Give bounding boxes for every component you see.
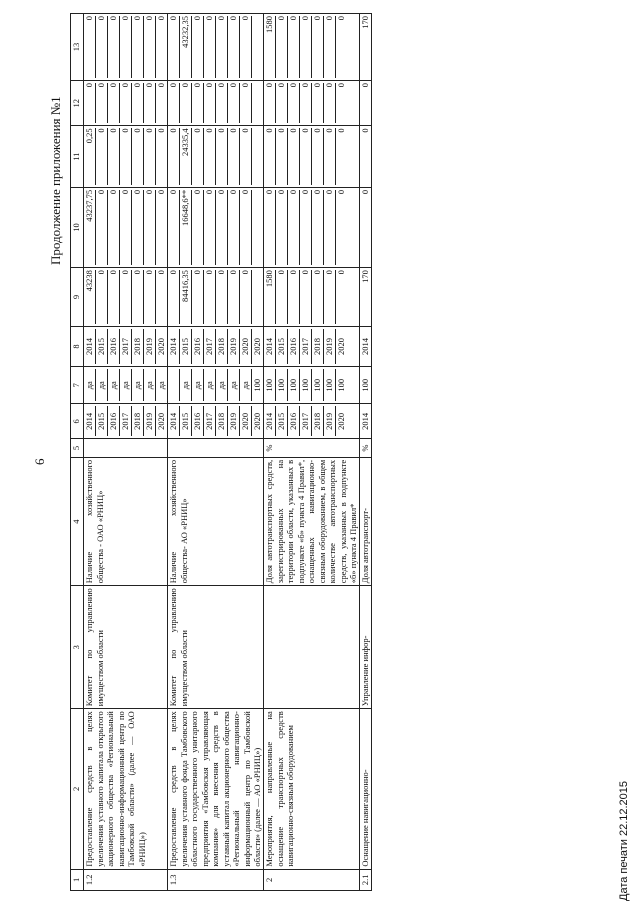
other-funding: 0 (240, 16, 252, 78)
total-funding: 0 (144, 270, 156, 324)
local-funding: 0 (96, 83, 108, 123)
regional-funding: 0 (168, 128, 180, 184)
indicator-value: да (156, 381, 166, 390)
indicator-value: да (204, 369, 216, 401)
col-number: 8 (71, 326, 84, 366)
other-funding (252, 16, 263, 78)
federal-funding: 0 (288, 190, 300, 265)
federal-funding: 0 (120, 190, 132, 265)
indicator-value: да (192, 369, 204, 401)
table-row (84, 14, 168, 891)
executor (264, 586, 360, 709)
row-number: 1.3 (168, 869, 264, 890)
total-funding: 0 (156, 270, 166, 275)
other-funding: 0 (96, 16, 108, 78)
regional-funding: 0 (336, 128, 346, 133)
total-funding: 0 (216, 270, 228, 324)
finance-year: 2015 (180, 329, 192, 364)
total-funding: 0 (108, 270, 120, 324)
regional-funding (252, 128, 263, 184)
table-row (168, 14, 264, 891)
total-funding: 0 (228, 270, 240, 324)
local-funding: 0 (264, 83, 276, 123)
indicator: Наличие хозяйственного общества - ОАО «РНИЦ» (84, 457, 168, 585)
indicator-year: 2018 (216, 406, 228, 436)
finance-year: 2019 (324, 329, 336, 364)
other-funding: 0 (84, 16, 96, 78)
regional-funding: 0 (359, 128, 370, 133)
table-row (264, 14, 360, 891)
local-funding (252, 83, 263, 123)
finance-year: 2015 (96, 329, 108, 364)
federal-funding: 0 (192, 190, 204, 265)
indicator-year: 2015 (96, 406, 108, 436)
other-funding: 43232,35 (180, 16, 192, 78)
indicator-value-cell (168, 367, 264, 404)
total-funding-cell (84, 268, 168, 327)
local-funding: 0 (156, 82, 166, 88)
finance-year: 2015 (276, 329, 288, 364)
unit (168, 439, 264, 458)
indicator-value: да (228, 369, 240, 401)
indicator-value: 100 (312, 369, 324, 401)
finance-year: 2020 (156, 337, 166, 355)
local-funding-cell (359, 80, 371, 125)
local-funding: 0 (324, 83, 336, 123)
indicator-value: 100 (324, 369, 336, 401)
indicator-year: 2016 (192, 406, 204, 436)
print-date: Дата печати 22.12.2015 (618, 780, 630, 901)
total-funding: 0 (204, 270, 216, 324)
total-funding: 0 (276, 270, 288, 324)
federal-funding: 0 (132, 190, 144, 265)
indicator-year: 2016 (108, 406, 120, 436)
other-funding: 0 (288, 16, 300, 78)
indicator-value: да (216, 369, 228, 401)
federal-funding: 0 (336, 189, 346, 195)
local-funding: 0 (192, 83, 204, 123)
other-funding: 0 (144, 16, 156, 78)
local-funding: 0 (359, 82, 370, 88)
other-funding: 0 (300, 16, 312, 78)
indicator-value-cell (84, 367, 168, 404)
indicator-value-cell (359, 367, 371, 404)
finance-year: 2018 (216, 329, 228, 364)
federal-funding: 0 (168, 190, 180, 265)
col-number: 7 (71, 367, 84, 404)
regional-funding-cell (84, 126, 168, 187)
column-number-row (71, 14, 84, 891)
indicator-year: 2017 (120, 406, 132, 436)
total-funding: 0 (288, 270, 300, 324)
finance-year: 2014 (359, 337, 370, 355)
local-funding: 0 (180, 83, 192, 123)
col-number: 3 (71, 586, 84, 709)
local-funding: 0 (240, 83, 252, 123)
finance-year: 2018 (312, 329, 324, 364)
federal-funding: 0 (312, 190, 324, 265)
indicator-value: 100 (252, 378, 262, 392)
finance-year-cell (359, 326, 371, 366)
indicator-year: 2020 (156, 412, 166, 430)
finance-year-cell (84, 326, 168, 366)
regional-funding: 24335,4 (180, 128, 192, 184)
indicator-year: 2019 (144, 406, 156, 436)
row-number: 2 (264, 869, 360, 890)
other-funding: 0 (120, 16, 132, 78)
indicator-value: да (108, 369, 120, 401)
other-funding: 0 (168, 16, 180, 78)
finance-year: 2016 (108, 329, 120, 364)
federal-funding: 0 (240, 190, 252, 265)
indicator: Доля автотранспорт- (359, 457, 371, 585)
federal-funding: 0 (108, 190, 120, 265)
regional-funding: 0,25 (84, 128, 96, 184)
other-funding: 0 (156, 16, 166, 21)
indicator-year: 2020 (252, 412, 262, 430)
finance-year: 2014 (168, 329, 180, 364)
indicator-value: 100 (288, 369, 300, 401)
total-funding: 1580 (264, 270, 276, 324)
finance-year: 2017 (204, 329, 216, 364)
other-funding: 0 (312, 16, 324, 78)
col-number: 5 (71, 439, 84, 458)
other-funding: 0 (192, 16, 204, 78)
finance-year: 2014 (264, 329, 276, 364)
indicator-year: 2017 (204, 406, 216, 436)
indicator-year: 2019 (228, 406, 240, 436)
regional-funding: 0 (288, 128, 300, 184)
indicator-year: 2016 (288, 406, 300, 436)
col-number: 6 (71, 404, 84, 439)
federal-funding-cell (84, 187, 168, 267)
regional-funding: 0 (240, 128, 252, 184)
indicator-year: 2020 (336, 412, 346, 430)
finance-year: 2017 (300, 329, 312, 364)
finance-year: 2020 (336, 337, 346, 355)
total-funding: 0 (96, 270, 108, 324)
federal-funding: 0 (300, 190, 312, 265)
total-funding-cell (264, 268, 360, 327)
col-number: 9 (71, 268, 84, 327)
local-funding: 0 (168, 83, 180, 123)
measure-name: Оснащение навигационно- (359, 709, 371, 869)
measure-name: Мероприятия, направленные на оснащение транспортных средств навигационно-связным оборудованием (264, 709, 360, 869)
other-funding-cell (264, 14, 360, 81)
other-funding: 0 (108, 16, 120, 78)
indicator-year: 2018 (312, 406, 324, 436)
indicator-value (168, 369, 180, 401)
total-funding: 84416,35 (180, 270, 192, 324)
indicator-value: да (84, 369, 96, 401)
col-number: 1 (71, 869, 84, 890)
finance-year: 2019 (228, 329, 240, 364)
other-funding: 170 (359, 16, 370, 29)
regional-funding: 0 (144, 128, 156, 184)
regional-funding: 0 (204, 128, 216, 184)
indicator-value-cell (264, 367, 360, 404)
finance-year: 2016 (192, 329, 204, 364)
row-number: 1.2 (84, 869, 168, 890)
indicator-value: да (240, 369, 252, 401)
col-number: 2 (71, 709, 84, 869)
executor: Комитет по управлению имуществом области (168, 586, 264, 709)
other-funding: 0 (336, 16, 346, 21)
local-funding: 0 (276, 83, 288, 123)
indicator: Наличие хозяйственного общества- АО «РНИЦ» (168, 457, 264, 585)
appendix-header: Продолжение приложения №1 (48, 96, 63, 265)
finance-year-cell (168, 326, 264, 366)
total-funding: 0 (120, 270, 132, 324)
total-funding: 0 (240, 270, 252, 324)
regional-funding-cell (264, 126, 360, 187)
finance-year: 2017 (120, 329, 132, 364)
program-table (70, 13, 372, 891)
regional-funding: 0 (108, 128, 120, 184)
indicator-year: 2019 (324, 406, 336, 436)
local-funding: 0 (84, 83, 96, 123)
federal-funding: 0 (144, 190, 156, 265)
regional-funding: 0 (312, 128, 324, 184)
federal-funding: 0 (204, 190, 216, 265)
federal-funding: 0 (96, 190, 108, 265)
local-funding: 0 (132, 83, 144, 123)
measure-name: Предоставление средств в целях увеличения уставного фонда Тамбовского областного государственного унитарного предприятия «Тамбовская управляющая компания» для внесения средств в уставный капитал акционерного общества «Региональный навигационно-информационный центр по Тамбовской области» (далее — АО «РНИЦ») (168, 709, 264, 869)
indicator-value: 100 (359, 378, 370, 392)
federal-funding: 0 (276, 190, 288, 265)
indicator-value: да (132, 369, 144, 401)
regional-funding: 0 (132, 128, 144, 184)
local-funding-cell (84, 80, 168, 125)
indicator-value: 100 (300, 369, 312, 401)
indicator-value: да (120, 369, 132, 401)
col-number: 10 (71, 187, 84, 267)
indicator-year: 2015 (276, 406, 288, 436)
finance-year: 2019 (144, 329, 156, 364)
other-funding: 0 (276, 16, 288, 78)
local-funding: 0 (288, 83, 300, 123)
finance-year-cell (264, 326, 360, 366)
col-number: 11 (71, 126, 84, 187)
row-number: 2.1 (359, 869, 371, 890)
indicator-year-cell (84, 404, 168, 439)
indicator-value: 100 (264, 369, 276, 401)
finance-year: 2014 (84, 329, 96, 364)
executor: Управление инфор- (359, 586, 371, 709)
regional-funding: 0 (324, 128, 336, 184)
total-funding: 0 (324, 270, 336, 324)
other-funding: 0 (132, 16, 144, 78)
total-funding: 0 (312, 270, 324, 324)
federal-funding-cell (359, 187, 371, 267)
federal-funding: 0 (228, 190, 240, 265)
local-funding: 0 (120, 83, 132, 123)
indicator-year-cell (168, 404, 264, 439)
unit: % (264, 439, 360, 458)
local-funding-cell (264, 80, 360, 125)
regional-funding: 0 (216, 128, 228, 184)
indicator-year: 2014 (359, 412, 370, 430)
total-funding: 0 (168, 270, 180, 324)
regional-funding: 0 (156, 128, 166, 133)
local-funding-cell (168, 80, 264, 125)
indicator-year: 2014 (264, 406, 276, 436)
total-funding: 0 (300, 270, 312, 324)
indicator-year-cell (359, 404, 371, 439)
indicator-year: 2014 (168, 406, 180, 436)
indicator-year: 2020 (240, 406, 252, 436)
indicator-year: 2015 (180, 406, 192, 436)
other-funding: 0 (216, 16, 228, 78)
other-funding-cell (84, 14, 168, 81)
other-funding: 0 (324, 16, 336, 78)
regional-funding-cell (359, 126, 371, 187)
indicator-year: 2014 (84, 406, 96, 436)
indicator-value: 100 (276, 369, 288, 401)
federal-funding: 16648,6** (180, 190, 192, 265)
federal-funding-cell (264, 187, 360, 267)
federal-funding (252, 190, 263, 265)
total-funding-cell (168, 268, 264, 327)
total-funding: 43238 (84, 270, 96, 324)
measure-name: Предоставление средств в целях увеличения уставного капитала открытого акционерного общества «Региональный навигационно-информационный центр по Тамбовской области» (далее — ОАО «РНИЦ») (84, 709, 168, 869)
indicator-year: 2018 (132, 406, 144, 436)
indicator-value: 100 (336, 378, 346, 392)
other-funding-cell (168, 14, 264, 81)
regional-funding: 0 (300, 128, 312, 184)
regional-funding: 0 (228, 128, 240, 184)
federal-funding: 0 (156, 189, 166, 195)
federal-funding: 0 (264, 190, 276, 265)
total-funding: 0 (192, 270, 204, 324)
federal-funding: 43237,75 (84, 190, 96, 265)
other-funding: 0 (228, 16, 240, 78)
federal-funding: 0 (216, 190, 228, 265)
regional-funding: 0 (120, 128, 132, 184)
col-number: 13 (71, 14, 84, 81)
regional-funding: 0 (96, 128, 108, 184)
regional-funding-cell (168, 126, 264, 187)
local-funding: 0 (204, 83, 216, 123)
local-funding: 0 (312, 83, 324, 123)
unit (84, 439, 168, 458)
local-funding: 0 (228, 83, 240, 123)
other-funding: 1580 (264, 16, 276, 78)
unit: % (359, 439, 371, 458)
finance-year: 2018 (132, 329, 144, 364)
local-funding: 0 (144, 83, 156, 123)
other-funding-cell (359, 14, 371, 81)
local-funding: 0 (108, 83, 120, 123)
finance-year: 2020 (240, 329, 252, 364)
local-funding: 0 (300, 83, 312, 123)
federal-funding: 0 (359, 189, 370, 195)
finance-year: 2016 (288, 329, 300, 364)
indicator-value: да (96, 369, 108, 401)
local-funding: 0 (216, 83, 228, 123)
col-number: 12 (71, 80, 84, 125)
total-funding: 170 (359, 270, 370, 283)
indicator: Доля автотранспортных средств, зарегистрированных на территории области, указанных в подпункте «б» пункта 4 Правил*, оснащенных навигационно-связным оборудованием, в общем количестве автотранспортных средств, указанных в подпункте «б» пункта 4 Правил* (264, 457, 360, 585)
total-funding: 0 (336, 270, 346, 275)
col-number: 4 (71, 457, 84, 585)
page-number: 6 (32, 458, 47, 465)
regional-funding: 0 (192, 128, 204, 184)
regional-funding: 0 (264, 128, 276, 184)
local-funding: 0 (336, 82, 346, 88)
table-row (359, 14, 371, 891)
indicator-value: да (180, 369, 192, 401)
total-funding: 0 (132, 270, 144, 324)
indicator-year-cell (264, 404, 360, 439)
finance-year: 2020 (252, 337, 262, 355)
total-funding-cell (359, 268, 371, 327)
indicator-value: да (144, 369, 156, 401)
total-funding (252, 270, 263, 324)
indicator-year: 2017 (300, 406, 312, 436)
federal-funding: 0 (324, 190, 336, 265)
federal-funding-cell (168, 187, 264, 267)
regional-funding: 0 (276, 128, 288, 184)
executor: Комитет по управлению имуществом области (84, 586, 168, 709)
other-funding: 0 (204, 16, 216, 78)
